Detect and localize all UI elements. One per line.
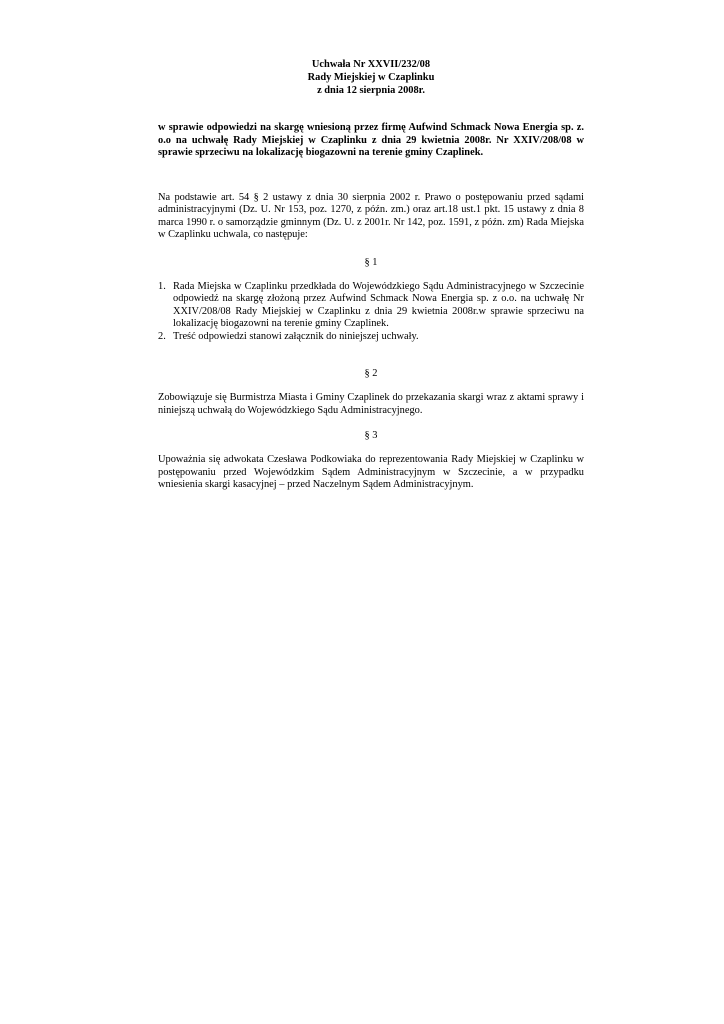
resolution-subject: w sprawie odpowiedzi na skargę wniesioną przez firmę Aufwind Schmack Nowa Energia sp. z. o.o na uchwałę Rady Miejskiej w Czaplinku z dnia 29 kwietnia 2008r. Nr XXIV/208/08 w sprawie sprzeciwu na lokalizację biogazowni na terenie gminy Czaplinek.: [158, 122, 584, 158]
list-item-text: Rada Miejska w Czaplinku przedkłada do Wojewódzkiego Sądu Administracyjnego w Szczecinie odpowiedź na skargę złożoną przez Aufwind Schmack Nowa Energia sp. z o.o. na uchwałę Nr XXIV/208/08 Rady Miejskiej w Czaplinku z dnia 29 kwietnia 2008r.w sprawie sprzeciwu na lokalizację biogazowni na terenie gminy Czaplinek.: [173, 280, 584, 329]
list-item: [158, 281, 584, 331]
list-item-number: 1.: [158, 280, 166, 292]
section-1-heading: § 1: [364, 256, 378, 268]
document-header: [158, 58, 584, 97]
resolution-number: Uchwała Nr XXVII/232/08: [311, 59, 431, 70]
section-3-heading: § 3: [364, 430, 378, 441]
list-item: [158, 331, 584, 344]
list-item-number: 2.: [158, 330, 166, 342]
council-name: Rady Miejskiej w Czaplinku: [307, 72, 435, 83]
section-3-text: Upoważnia się adwokata Czesława Podkowiaka do reprezentowania Rady Miejskiej w Czaplinku w postępowaniu przed Wojewódzkim Sądem Administracyjnym w Szczecinie, a w przypadku wniesienia skargi kasacyjnej – przed Naczelnym Sądem Administracyjnym.: [158, 454, 584, 490]
resolution-date: z dnia 12 sierpnia 2008r.: [317, 85, 425, 96]
legal-basis-preamble: Na podstawie art. 54 § 2 ustawy z dnia 30 sierpnia 2002 r. Prawo o postępowaniu przed sądami administracyjnymi (Dz. U. Nr 153, poz. 1270, z późn. zm.) oraz art.18 ust.1 pkt. 15 ustawy z dnia 8 marca 1990 r. o samorządzie gminnym (Dz. U. z 2001r. Nr 142, poz. 1591, z późn. zm) Rada Miejska w Czaplinku uchwala, co następuje:: [158, 191, 584, 240]
document-page: [158, 58, 584, 492]
section-1-list: [158, 281, 584, 344]
list-item-text: Treść odpowiedzi stanowi załącznik do niniejszej uchwały.: [173, 330, 419, 342]
section-2-heading: § 2: [364, 368, 378, 379]
section-2-text: Zobowiązuje się Burmistrza Miasta i Gminy Czaplinek do przekazania skargi wraz z aktami sprawy i niniejszą uchwałą do Wojewódzkiego Sądu Administracyjnego.: [158, 392, 584, 416]
